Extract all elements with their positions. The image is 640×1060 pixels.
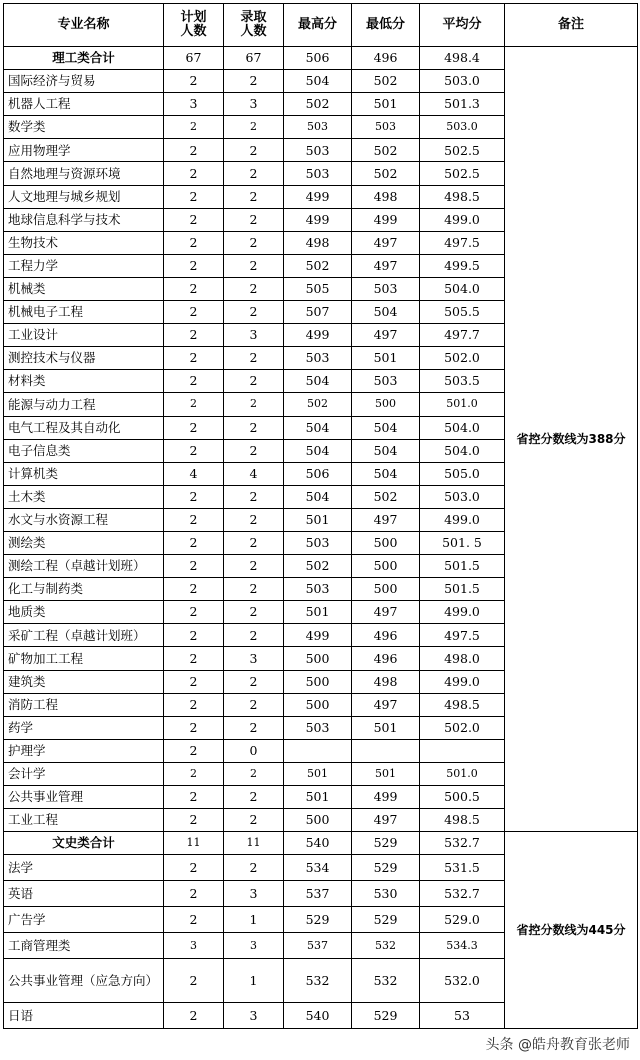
major-name: 水文与水资源工程 xyxy=(4,508,164,531)
major-name: 工业设计 xyxy=(4,324,164,347)
major-name: 法学 xyxy=(4,855,164,881)
group-total-value: 496 xyxy=(352,47,420,70)
score-cell: 506 xyxy=(284,462,352,485)
score-cell: 504 xyxy=(284,370,352,393)
score-cell: 501.3 xyxy=(420,93,505,116)
major-name: 会计学 xyxy=(4,762,164,785)
score-cell: 502.0 xyxy=(420,716,505,739)
score-cell: 2 xyxy=(164,370,224,393)
score-cell: 2 xyxy=(164,139,224,162)
score-cell: 3 xyxy=(224,881,284,907)
score-cell: 2 xyxy=(164,1003,224,1029)
score-cell: 2 xyxy=(224,716,284,739)
score-cell: 2 xyxy=(164,855,224,881)
major-name: 采矿工程（卓越计划班） xyxy=(4,624,164,647)
group-total-value: 11 xyxy=(224,832,284,855)
major-name: 日语 xyxy=(4,1003,164,1029)
major-name: 材料类 xyxy=(4,370,164,393)
score-cell: 4 xyxy=(164,462,224,485)
score-cell: 2 xyxy=(224,601,284,624)
score-cell: 3 xyxy=(224,647,284,670)
score-cell: 503.0 xyxy=(420,116,505,139)
score-cell xyxy=(284,739,352,762)
score-cell: 2 xyxy=(164,485,224,508)
score-cell: 532 xyxy=(284,959,352,1003)
score-cell: 2 xyxy=(224,139,284,162)
score-cell: 499 xyxy=(284,185,352,208)
score-cell: 503 xyxy=(284,347,352,370)
score-cell: 497 xyxy=(352,324,420,347)
column-header: 专业名称 xyxy=(4,4,164,47)
score-cell: 3 xyxy=(164,93,224,116)
score-cell: 504.0 xyxy=(420,416,505,439)
score-cell: 2 xyxy=(164,555,224,578)
group-total-label: 文史类合计 xyxy=(4,832,164,855)
score-cell: 500 xyxy=(352,578,420,601)
major-name: 机械类 xyxy=(4,277,164,300)
group-total-value: 529 xyxy=(352,832,420,855)
score-cell: 496 xyxy=(352,647,420,670)
column-header: 备注 xyxy=(505,4,638,47)
column-header: 平均分 xyxy=(420,4,505,47)
column-header: 计划人数 xyxy=(164,4,224,47)
score-cell: 501.5 xyxy=(420,555,505,578)
score-cell: 501 xyxy=(284,762,352,785)
score-cell: 501 xyxy=(284,601,352,624)
score-cell: 503.0 xyxy=(420,485,505,508)
score-cell: 2 xyxy=(164,416,224,439)
major-name: 消防工程 xyxy=(4,693,164,716)
score-cell: 2 xyxy=(224,485,284,508)
score-cell: 504 xyxy=(352,301,420,324)
score-cell: 3 xyxy=(224,324,284,347)
score-cell: 500 xyxy=(352,555,420,578)
score-cell: 503 xyxy=(352,370,420,393)
score-cell: 2 xyxy=(164,809,224,832)
header-row xyxy=(4,4,638,47)
major-name: 数学类 xyxy=(4,116,164,139)
score-cell: 499 xyxy=(352,786,420,809)
score-cell: 502.5 xyxy=(420,162,505,185)
score-cell: 504 xyxy=(284,439,352,462)
score-cell: 504 xyxy=(284,416,352,439)
score-cell: 3 xyxy=(224,1003,284,1029)
score-cell: 2 xyxy=(164,301,224,324)
score-cell: 529 xyxy=(352,1003,420,1029)
score-cell: 502.0 xyxy=(420,347,505,370)
score-cell: 501.0 xyxy=(420,393,505,416)
score-cell: 2 xyxy=(164,907,224,933)
major-name: 生物技术 xyxy=(4,231,164,254)
score-cell: 500 xyxy=(352,531,420,554)
remark-cell: 省控分数线为445分 xyxy=(505,832,638,1029)
major-name: 广告学 xyxy=(4,907,164,933)
score-cell: 537 xyxy=(284,881,352,907)
score-cell: 503 xyxy=(284,162,352,185)
score-cell: 503 xyxy=(284,531,352,554)
column-header: 最低分 xyxy=(352,4,420,47)
score-cell: 2 xyxy=(224,393,284,416)
score-cell: 503 xyxy=(352,116,420,139)
score-cell: 529 xyxy=(352,855,420,881)
score-cell: 499.0 xyxy=(420,601,505,624)
score-cell: 540 xyxy=(284,1003,352,1029)
score-cell: 497 xyxy=(352,231,420,254)
score-cell: 497.5 xyxy=(420,624,505,647)
score-cell: 2 xyxy=(224,254,284,277)
score-cell: 2 xyxy=(164,786,224,809)
score-cell: 2 xyxy=(164,670,224,693)
score-cell: 2 xyxy=(164,70,224,93)
major-name: 测绘类 xyxy=(4,531,164,554)
score-cell: 2 xyxy=(164,324,224,347)
score-cell: 2 xyxy=(164,716,224,739)
score-cell: 507 xyxy=(284,301,352,324)
score-cell: 2 xyxy=(164,624,224,647)
score-cell: 498.5 xyxy=(420,809,505,832)
score-cell: 529 xyxy=(352,907,420,933)
major-name: 工商管理类 xyxy=(4,933,164,959)
score-cell: 499.0 xyxy=(420,208,505,231)
score-cell: 502.5 xyxy=(420,139,505,162)
score-cell: 2 xyxy=(164,531,224,554)
score-cell: 503 xyxy=(352,277,420,300)
score-cell: 2 xyxy=(224,624,284,647)
score-cell: 2 xyxy=(164,959,224,1003)
score-cell: 2 xyxy=(224,508,284,531)
score-cell: 2 xyxy=(224,855,284,881)
score-cell: 498.5 xyxy=(420,185,505,208)
score-cell: 2 xyxy=(224,809,284,832)
score-cell: 502 xyxy=(284,555,352,578)
score-cell: 2 xyxy=(164,762,224,785)
score-cell: 501. 5 xyxy=(420,531,505,554)
group-total-value: 532.7 xyxy=(420,832,505,855)
group-total-value: 67 xyxy=(224,47,284,70)
score-cell: 2 xyxy=(224,208,284,231)
major-name: 工业工程 xyxy=(4,809,164,832)
score-cell: 505.5 xyxy=(420,301,505,324)
group-total-value: 540 xyxy=(284,832,352,855)
score-cell: 0 xyxy=(224,739,284,762)
score-cell: 501 xyxy=(352,347,420,370)
major-name: 地质类 xyxy=(4,601,164,624)
score-cell: 497 xyxy=(352,693,420,716)
score-cell: 2 xyxy=(224,786,284,809)
score-cell: 501.5 xyxy=(420,578,505,601)
group-total-row xyxy=(4,47,638,70)
major-name: 应用物理学 xyxy=(4,139,164,162)
score-cell: 501 xyxy=(352,762,420,785)
score-cell: 2 xyxy=(224,277,284,300)
score-cell: 2 xyxy=(224,693,284,716)
score-cell: 2 xyxy=(224,231,284,254)
score-cell: 504.0 xyxy=(420,439,505,462)
score-cell: 532.0 xyxy=(420,959,505,1003)
major-name: 电子信息类 xyxy=(4,439,164,462)
column-header: 最高分 xyxy=(284,4,352,47)
score-cell: 2 xyxy=(164,277,224,300)
score-cell: 2 xyxy=(224,70,284,93)
score-cell: 505.0 xyxy=(420,462,505,485)
major-name: 工程力学 xyxy=(4,254,164,277)
score-cell: 1 xyxy=(224,959,284,1003)
major-name: 测控技术与仪器 xyxy=(4,347,164,370)
major-name: 测绘工程（卓越计划班） xyxy=(4,555,164,578)
group-total-label: 理工类合计 xyxy=(4,47,164,70)
score-cell: 498 xyxy=(352,670,420,693)
score-cell: 500 xyxy=(352,393,420,416)
score-cell: 532 xyxy=(352,933,420,959)
watermark: 头条 @皓舟教育张老师 xyxy=(484,1034,632,1054)
score-cell: 499.0 xyxy=(420,670,505,693)
major-name: 护理学 xyxy=(4,739,164,762)
major-name: 化工与制药类 xyxy=(4,578,164,601)
score-cell: 2 xyxy=(164,116,224,139)
score-cell: 501 xyxy=(352,716,420,739)
score-cell: 537 xyxy=(284,933,352,959)
major-name: 电气工程及其自动化 xyxy=(4,416,164,439)
score-cell: 534.3 xyxy=(420,933,505,959)
score-cell: 2 xyxy=(224,370,284,393)
score-cell: 502 xyxy=(284,254,352,277)
score-cell: 4 xyxy=(224,462,284,485)
major-name: 计算机类 xyxy=(4,462,164,485)
score-cell: 1 xyxy=(224,907,284,933)
score-cell: 2 xyxy=(224,116,284,139)
score-cell: 504.0 xyxy=(420,277,505,300)
score-cell: 500 xyxy=(284,809,352,832)
score-cell: 2 xyxy=(164,347,224,370)
score-cell: 498.0 xyxy=(420,647,505,670)
score-cell: 504 xyxy=(352,462,420,485)
score-cell: 498 xyxy=(352,185,420,208)
score-cell: 503.5 xyxy=(420,370,505,393)
major-name: 建筑类 xyxy=(4,670,164,693)
score-cell: 504 xyxy=(284,485,352,508)
major-name: 自然地理与资源环境 xyxy=(4,162,164,185)
score-cell: 497.7 xyxy=(420,324,505,347)
score-cell: 532.7 xyxy=(420,881,505,907)
score-cell: 2 xyxy=(224,185,284,208)
score-cell: 503 xyxy=(284,578,352,601)
score-cell: 502 xyxy=(352,70,420,93)
score-cell: 499 xyxy=(284,324,352,347)
major-name: 公共事业管理 xyxy=(4,786,164,809)
score-cell: 3 xyxy=(224,933,284,959)
score-cell: 497 xyxy=(352,601,420,624)
major-name: 能源与动力工程 xyxy=(4,393,164,416)
score-cell: 2 xyxy=(224,555,284,578)
score-cell: 534 xyxy=(284,855,352,881)
score-cell: 2 xyxy=(164,254,224,277)
score-cell: 504 xyxy=(284,70,352,93)
score-cell: 503 xyxy=(284,116,352,139)
major-name: 药学 xyxy=(4,716,164,739)
score-cell: 2 xyxy=(164,185,224,208)
major-name: 英语 xyxy=(4,881,164,907)
score-cell: 497 xyxy=(352,254,420,277)
remark-cell: 省控分数线为388分 xyxy=(505,47,638,832)
score-cell: 497 xyxy=(352,508,420,531)
score-cell: 531.5 xyxy=(420,855,505,881)
score-cell: 502 xyxy=(284,393,352,416)
major-name: 矿物加工工程 xyxy=(4,647,164,670)
score-cell: 2 xyxy=(224,162,284,185)
score-cell: 2 xyxy=(164,647,224,670)
score-cell: 2 xyxy=(164,508,224,531)
score-cell: 497.5 xyxy=(420,231,505,254)
group-total-value: 498.4 xyxy=(420,47,505,70)
score-cell: 3 xyxy=(164,933,224,959)
score-cell xyxy=(420,739,505,762)
score-cell: 2 xyxy=(224,347,284,370)
score-cell: 501 xyxy=(284,508,352,531)
column-header: 录取人数 xyxy=(224,4,284,47)
major-name: 机器人工程 xyxy=(4,93,164,116)
score-cell xyxy=(352,739,420,762)
major-name: 公共事业管理（应急方向） xyxy=(4,959,164,1003)
score-cell: 505 xyxy=(284,277,352,300)
score-cell: 502 xyxy=(284,93,352,116)
score-cell: 499 xyxy=(284,624,352,647)
score-cell: 498 xyxy=(284,231,352,254)
group-total-value: 67 xyxy=(164,47,224,70)
score-cell: 2 xyxy=(224,439,284,462)
score-cell: 2 xyxy=(164,578,224,601)
score-cell: 501.0 xyxy=(420,762,505,785)
score-cell: 496 xyxy=(352,624,420,647)
score-cell: 502 xyxy=(352,139,420,162)
group-total-row xyxy=(4,832,638,855)
score-cell: 53 xyxy=(420,1003,505,1029)
score-cell: 2 xyxy=(224,762,284,785)
score-cell: 503 xyxy=(284,139,352,162)
score-cell: 2 xyxy=(224,416,284,439)
score-cell: 2 xyxy=(224,578,284,601)
score-cell: 2 xyxy=(164,601,224,624)
score-cell: 502 xyxy=(352,485,420,508)
score-cell: 529.0 xyxy=(420,907,505,933)
score-cell: 2 xyxy=(164,162,224,185)
admission-score-table xyxy=(3,3,638,1029)
score-cell: 504 xyxy=(352,416,420,439)
score-cell: 501 xyxy=(284,786,352,809)
score-cell: 501 xyxy=(352,93,420,116)
group-total-value: 11 xyxy=(164,832,224,855)
score-cell: 499 xyxy=(352,208,420,231)
score-cell: 500 xyxy=(284,670,352,693)
score-cell: 504 xyxy=(352,439,420,462)
score-cell: 530 xyxy=(352,881,420,907)
group-total-value: 506 xyxy=(284,47,352,70)
score-cell: 503.0 xyxy=(420,70,505,93)
score-cell: 499.0 xyxy=(420,508,505,531)
score-cell: 529 xyxy=(284,907,352,933)
major-name: 国际经济与贸易 xyxy=(4,70,164,93)
score-cell: 2 xyxy=(164,739,224,762)
score-cell: 3 xyxy=(224,93,284,116)
major-name: 地球信息科学与技术 xyxy=(4,208,164,231)
score-cell: 498.5 xyxy=(420,693,505,716)
score-cell: 499 xyxy=(284,208,352,231)
score-cell: 2 xyxy=(224,670,284,693)
score-cell: 499.5 xyxy=(420,254,505,277)
score-cell: 503 xyxy=(284,716,352,739)
score-cell: 2 xyxy=(164,231,224,254)
score-cell: 2 xyxy=(164,439,224,462)
score-cell: 2 xyxy=(164,208,224,231)
score-cell: 500 xyxy=(284,693,352,716)
score-cell: 2 xyxy=(224,531,284,554)
score-cell: 502 xyxy=(352,162,420,185)
score-cell: 2 xyxy=(164,881,224,907)
score-cell: 497 xyxy=(352,809,420,832)
major-name: 人文地理与城乡规划 xyxy=(4,185,164,208)
score-cell: 532 xyxy=(352,959,420,1003)
score-cell: 2 xyxy=(164,693,224,716)
score-cell: 2 xyxy=(224,301,284,324)
score-cell: 2 xyxy=(164,393,224,416)
major-name: 土木类 xyxy=(4,485,164,508)
score-cell: 500 xyxy=(284,647,352,670)
score-cell: 500.5 xyxy=(420,786,505,809)
major-name: 机械电子工程 xyxy=(4,301,164,324)
